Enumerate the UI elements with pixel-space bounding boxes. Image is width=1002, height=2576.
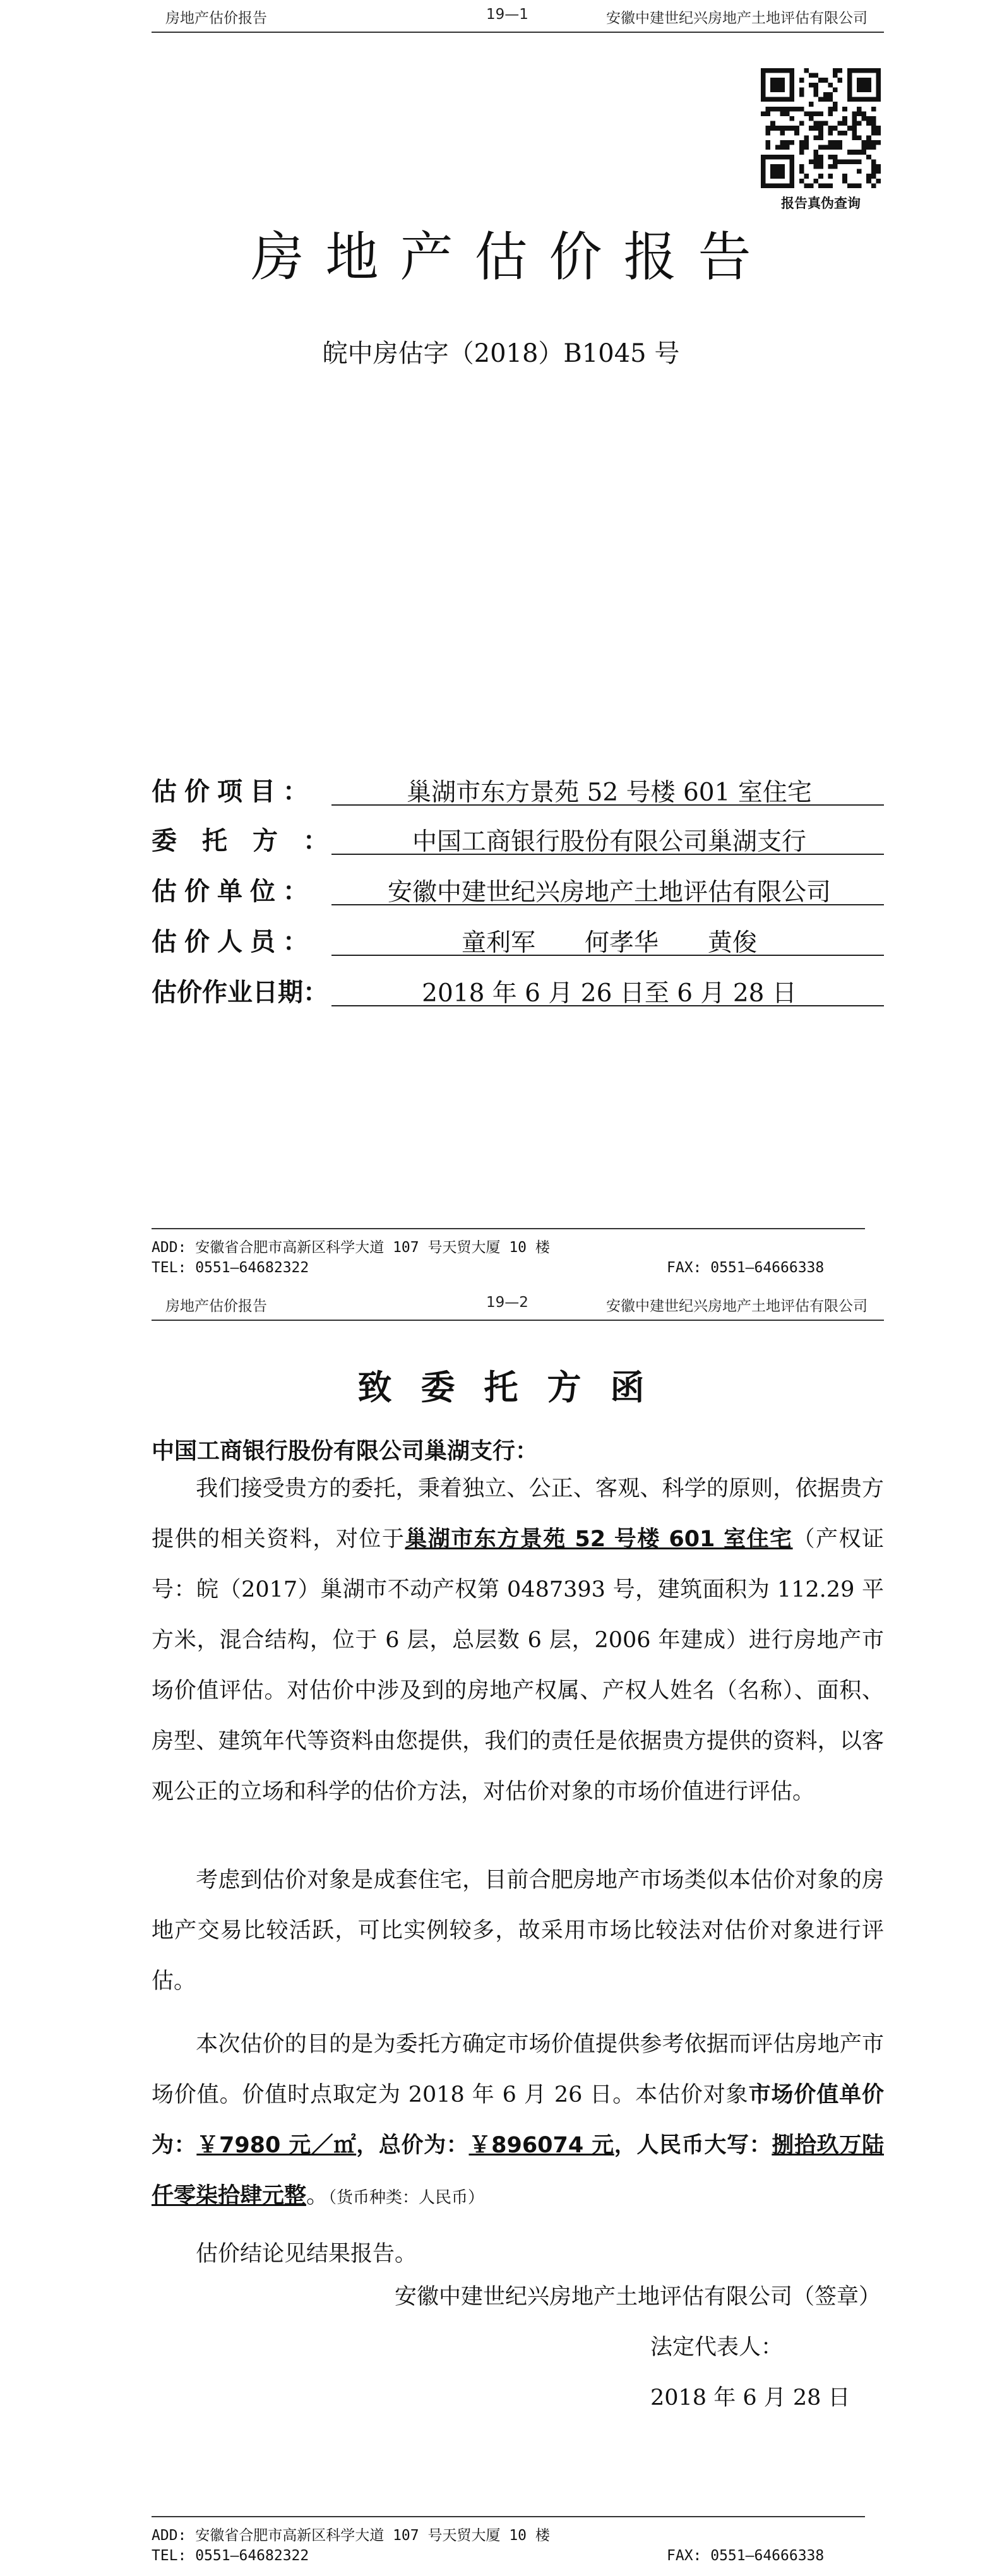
property-address: 巢湖市东方景苑 52 号楼 601 室住宅 — [405, 1527, 793, 1552]
info-value: 2018 年 6 月 26 日至 6 月 28 日 — [422, 979, 797, 1008]
footer-tel: TEL: 0551—64682322 — [152, 2548, 309, 2564]
underline — [331, 904, 884, 905]
total-price-label: ，总价为： — [356, 2133, 469, 2158]
qr-code[interactable] — [761, 68, 881, 188]
document-number: 皖中房估字（2018）B1045 号 — [322, 339, 680, 368]
info-value: 童利军 何孝华 黄俊 — [461, 929, 757, 957]
info-row-project — [152, 772, 884, 809]
info-label: 估价单位： — [152, 877, 316, 906]
page-header — [0, 1288, 1002, 1325]
letter-paragraph-2 — [152, 1855, 884, 2007]
paragraph-text: 估价结论见结果报告。 — [196, 2241, 417, 2267]
info-row-appraisers — [152, 922, 884, 960]
paragraph-text: 本次估价的目的是为委托方确定市场价值提供参考依据而评估房地产市场价值。价值时点取定为 2018 年 6 月 26 日。本估价对象 — [152, 2032, 884, 2108]
info-label: 估价作业日期： — [152, 978, 328, 1007]
info-label: 委托方： — [152, 826, 354, 856]
paragraph-text: 我们接受贵方的委托，秉着独立、公正、客观、科学的原则，依据贵方提供的相关资料，对位于 — [152, 1476, 884, 1552]
footer-rule — [152, 1228, 865, 1229]
info-row-appraiser-org — [152, 871, 884, 909]
unit-price-value: ￥7980 元／㎡ — [196, 2133, 357, 2158]
info-row-work-date — [152, 972, 884, 1010]
info-value: 巢湖市东方景苑 52 号楼 601 室住宅 — [407, 778, 812, 807]
paragraph-text: 。 — [306, 2183, 329, 2209]
header-page-number: 19—2 — [486, 1294, 528, 1311]
rmb-uppercase-value: 捌拾玖万陆仟零柒拾肆元整 — [152, 2133, 884, 2209]
letter-paragraph-3 — [152, 2019, 884, 2223]
letter-title: 致委托方函 — [357, 1368, 674, 1407]
total-price-value: ￥896074 元 — [468, 2133, 614, 2158]
info-label: 估价项目： — [152, 777, 316, 806]
letter-addressee: 中国工商银行股份有限公司巢湖支行： — [152, 1438, 539, 1464]
paragraph-text: （产权证号：皖（2017）巢湖市不动产权第 0487393 号，建筑面积为 112.29 平方米，混合结构，位于 6 层，总层数 6 层，2006 年建成）进行房地产市场价值评估。对估价中涉及到的房地产权属、产权人姓名（名称）、面积、房型、建筑年代等资料由您提供，我们的责任是依据贵方提供的资料，以客观公正的立场和科学的估价方法，对估价对象的市场价值进行评估。 — [152, 1527, 884, 1804]
header-left-text: 房地产估价报告 — [165, 1298, 267, 1315]
paragraph-text: 考虑到估价对象是成套住宅，目前合肥房地产市场类似本估价对象的房地产交易比较活跃，可比实例较多，故采用市场比较法对估价对象进行评估。 — [152, 1868, 884, 1994]
letter-page — [0, 1288, 1002, 2576]
page-footer — [0, 1228, 1002, 1288]
letter-paragraph-4 — [152, 2229, 884, 2279]
unit-price-label: 市场价值单价为： — [152, 2082, 884, 2158]
currency-note: （货币种类：人民币） — [328, 2188, 485, 2207]
header-rule — [152, 32, 884, 33]
header-page-number: 19—1 — [486, 6, 528, 23]
underline — [331, 854, 884, 855]
legal-representative: 法定代表人： — [650, 2335, 784, 2360]
qr-caption: 报告真伪查询 — [781, 196, 861, 211]
footer-address: ADD: 安徽省合肥市高新区科学大道 107 号天贸大厦 10 楼 — [152, 1239, 550, 1256]
letter-paragraph-1 — [152, 1464, 884, 1817]
info-value: 安徽中建世纪兴房地产土地评估有限公司 — [387, 878, 831, 907]
letter-date: 2018 年 6 月 28 日 — [650, 2385, 850, 2411]
footer-tel: TEL: 0551—64682322 — [152, 1260, 309, 1276]
footer-fax: FAX: 0551—64666338 — [667, 2548, 825, 2564]
signature-company: 安徽中建世纪兴房地产土地评估有限公司（签章） — [395, 2284, 881, 2310]
underline — [331, 955, 884, 956]
header-left-text: 房地产估价报告 — [165, 10, 267, 27]
info-label: 估价人员： — [152, 927, 316, 957]
report-title: 房地产估价报告 — [251, 226, 773, 288]
header-company-text: 安徽中建世纪兴房地产土地评估有限公司 — [606, 1298, 868, 1315]
info-row-client — [152, 821, 884, 859]
header-rule — [152, 1320, 884, 1321]
footer-fax: FAX: 0551—64666338 — [667, 1260, 825, 1276]
underline — [331, 1005, 884, 1006]
footer-rule — [152, 2516, 865, 2517]
header-company-text: 安徽中建世纪兴房地产土地评估有限公司 — [606, 10, 868, 27]
page-header — [0, 0, 1002, 37]
info-value: 中国工商银行股份有限公司巢湖支行 — [412, 828, 806, 856]
footer-address: ADD: 安徽省合肥市高新区科学大道 107 号天贸大厦 10 楼 — [152, 2527, 550, 2544]
underline — [331, 804, 884, 806]
rmb-label: ，人民币大写： — [614, 2133, 772, 2158]
page-footer — [0, 2516, 1002, 2576]
